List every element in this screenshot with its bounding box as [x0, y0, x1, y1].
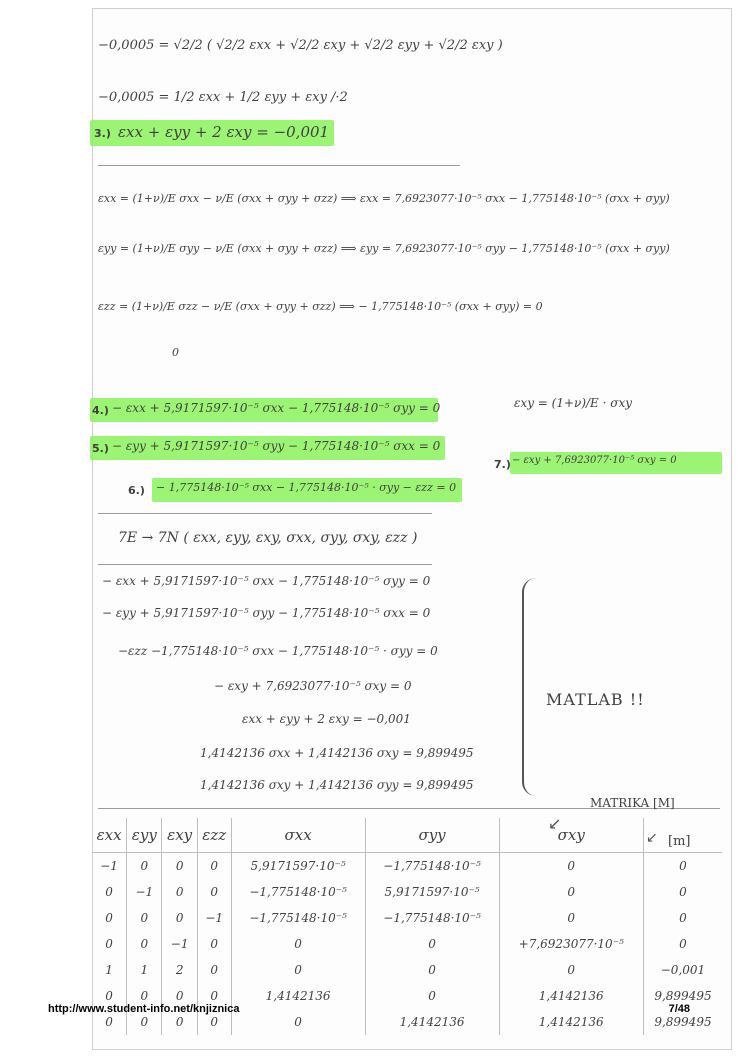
- matrix-row: [92, 931, 722, 957]
- system-eq-6: 1,4142136 σxx + 1,4142136 σxy = 9,899495: [200, 746, 474, 760]
- matrix-cell: 5,9171597·10⁻⁵: [231, 853, 365, 880]
- col-header: εzz: [197, 818, 231, 853]
- page-number: 7/48: [668, 1003, 690, 1015]
- matrix-cell: 0: [197, 957, 231, 983]
- matrix-cell: 1: [127, 957, 162, 983]
- matrix-cell: 0: [162, 905, 197, 931]
- matrix-cell: −1,775148·10⁻⁵: [231, 879, 365, 905]
- matrix-cell: 5,9171597·10⁻⁵: [365, 879, 499, 905]
- matrika-label: MATRIKA [M]: [590, 796, 675, 810]
- col-header: σxx: [231, 818, 365, 853]
- matrix-cell: 0: [365, 931, 499, 957]
- matrix-row: [92, 879, 722, 905]
- matrix-cell: 0: [365, 957, 499, 983]
- eq3-label: 3.): [94, 127, 111, 140]
- hooke-exy: εxy = (1+ν)/E · σxy: [514, 396, 633, 410]
- matrix-cell: 0: [127, 931, 162, 957]
- divider-1: [98, 165, 460, 166]
- col-header: σxy: [499, 818, 643, 853]
- divider-2: [98, 513, 432, 514]
- matrix-cell: 0: [365, 983, 499, 1009]
- system-title: 7E → 7N ( εxx, εyy, εxy, σxx, σyy, σxy, εzz ): [118, 530, 418, 546]
- eq7: − εxy + 7,6923077·10⁻⁵ σxy = 0: [512, 455, 677, 466]
- matrix-cell: 1,4142136: [231, 983, 365, 1009]
- matrix-cell: 0: [499, 853, 643, 880]
- matrix-cell: 0: [162, 853, 197, 880]
- matrix-cell: 0: [105, 1015, 113, 1029]
- system-eq-4: − εxy + 7,6923077·10⁻⁵ σxy = 0: [214, 679, 412, 693]
- matrix-cell: 1,4142136: [499, 983, 643, 1009]
- matrix-cell: 0: [127, 853, 162, 880]
- ezz-zero-note: 0: [172, 346, 179, 359]
- hooke-exx: εxx = (1+ν)/E σxx − ν/E (σxx + σyy + σzz) ⟹ εxx = 7,6923077·10⁻⁵ σxx − 1,775148·10⁻⁵ (σxx + σyy): [98, 192, 670, 205]
- matrix-cell: 0: [105, 911, 113, 925]
- eq3: εxx + εyy + 2 εxy = −0,001: [118, 123, 330, 141]
- matrix-cell: 0: [105, 937, 113, 951]
- matrix-cell: 0: [643, 879, 722, 905]
- matrix-cell: 0: [231, 957, 365, 983]
- system-eq-7: 1,4142136 σxy + 1,4142136 σyy = 9,899495: [200, 778, 474, 792]
- equation-line-1: −0,0005 = √2/2 ( √2/2 εxx + √2/2 εxy + √2/2 εyy + √2/2 εxy ): [98, 38, 503, 53]
- col-header: εxx: [92, 818, 127, 853]
- col-header: [643, 818, 722, 853]
- matrix-cell: 0: [197, 1009, 231, 1035]
- matrix-cell: 1: [105, 963, 113, 977]
- matrix-cell: 0: [643, 853, 722, 880]
- eq6: − 1,775148·10⁻⁵ σxx − 1,775148·10⁻⁵ · σyy − εzz = 0: [156, 481, 457, 494]
- arrow-down-left-icon: ↙: [646, 830, 658, 846]
- matrix-cell: +7,6923077·10⁻⁵: [499, 931, 643, 957]
- arrow-left-icon: ↙: [548, 814, 562, 833]
- matrix-cell: 0: [197, 879, 231, 905]
- matrix-cell: −1: [127, 879, 162, 905]
- matrix-header-row: [92, 818, 722, 853]
- matrix-cell: 0: [643, 905, 722, 931]
- matrix-cell: −1,775148·10⁻⁵: [231, 905, 365, 931]
- matrix-table-wrapper: [92, 818, 722, 1028]
- matrix-cell: 0: [162, 1009, 197, 1035]
- footer-url: http://www.student-info.net/knjiznica: [48, 1003, 240, 1015]
- matrix-cell: 0: [127, 905, 162, 931]
- matrix-cell: 0: [105, 885, 113, 899]
- divider-3: [98, 564, 432, 565]
- matrix-cell: −1,775148·10⁻⁵: [365, 853, 499, 880]
- eq4-label: 4.): [92, 404, 109, 417]
- m-vector-label: [m]: [668, 834, 691, 849]
- matrix-cell: 0: [197, 931, 231, 957]
- matrix-cell: 0: [162, 983, 197, 1009]
- eq5: − εyy + 5,9171597·10⁻⁵ σyy − 1,775148·10⁻⁵ σxx = 0: [112, 439, 441, 453]
- matrix-cell: 0: [197, 983, 231, 1009]
- matrix-cell: −1: [162, 931, 197, 957]
- matrix-cell: −1: [100, 859, 118, 873]
- matrix-cell: 0: [162, 879, 197, 905]
- matrix-row: [92, 853, 722, 880]
- matrix-cell: 0: [197, 853, 231, 880]
- matrix-cell: 0: [127, 983, 162, 1009]
- matrix-cell: 0: [105, 989, 113, 1003]
- system-eq-2: − εyy + 5,9171597·10⁻⁵ σyy − 1,775148·10⁻⁵ σxx = 0: [102, 606, 431, 620]
- matrix-cell: 1,4142136: [365, 1009, 499, 1035]
- matrix-cell: 9,899495: [643, 983, 722, 1009]
- matrix-cell: 0: [231, 931, 365, 957]
- matrix-cell: 9,899495: [643, 1009, 722, 1035]
- matrix-cell: 1,4142136: [499, 1009, 643, 1035]
- matrix-cell: 0: [499, 879, 643, 905]
- hooke-ezz: εzz = (1+ν)/E σzz − ν/E (σxx + σyy + σzz) ⟹ − 1,775148·10⁻⁵ (σxx + σyy) = 0: [98, 300, 543, 313]
- eq4: − εxx + 5,9171597·10⁻⁵ σxx − 1,775148·10⁻⁵ σyy = 0: [112, 401, 441, 415]
- system-eq-1: − εxx + 5,9171597·10⁻⁵ σxx − 1,775148·10⁻⁵ σyy = 0: [102, 574, 431, 588]
- matrix-cell: −1: [197, 905, 231, 931]
- equation-line-2: −0,0005 = 1/2 εxx + 1/2 εyy + εxy /·2: [98, 90, 348, 105]
- matrix-cell: 0: [127, 1009, 162, 1035]
- col-header: εxy: [162, 818, 197, 853]
- eq5-label: 5.): [92, 442, 109, 455]
- matrix-cell: 0: [643, 931, 722, 957]
- col-header: σyy: [365, 818, 499, 853]
- matrix-row: [92, 905, 722, 931]
- matrix-cell: 0: [499, 957, 643, 983]
- matrix-cell: −0,001: [643, 957, 722, 983]
- matrix-cell: 0: [231, 1009, 365, 1035]
- matrix-cell: −1,775148·10⁻⁵: [365, 905, 499, 931]
- curly-brace: [522, 578, 540, 796]
- matrix-cell: 2: [162, 957, 197, 983]
- system-eq-5: εxx + εyy + 2 εxy = −0,001: [242, 712, 411, 726]
- eq6-label: 6.): [128, 484, 145, 497]
- matrix-row: [92, 957, 722, 983]
- system-eq-3: −εzz −1,775148·10⁻⁵ σxx − 1,775148·10⁻⁵ · σyy = 0: [118, 644, 438, 658]
- matlab-note: MATLAB !!: [546, 690, 645, 709]
- matrix-cell: 0: [499, 905, 643, 931]
- col-header: εyy: [127, 818, 162, 853]
- eq7-label: 7.): [494, 458, 511, 471]
- hooke-eyy: εyy = (1+ν)/E σyy − ν/E (σxx + σyy + σzz) ⟹ εyy = 7,6923077·10⁻⁵ σyy − 1,775148·10⁻⁵ (σxx + σyy): [98, 242, 670, 255]
